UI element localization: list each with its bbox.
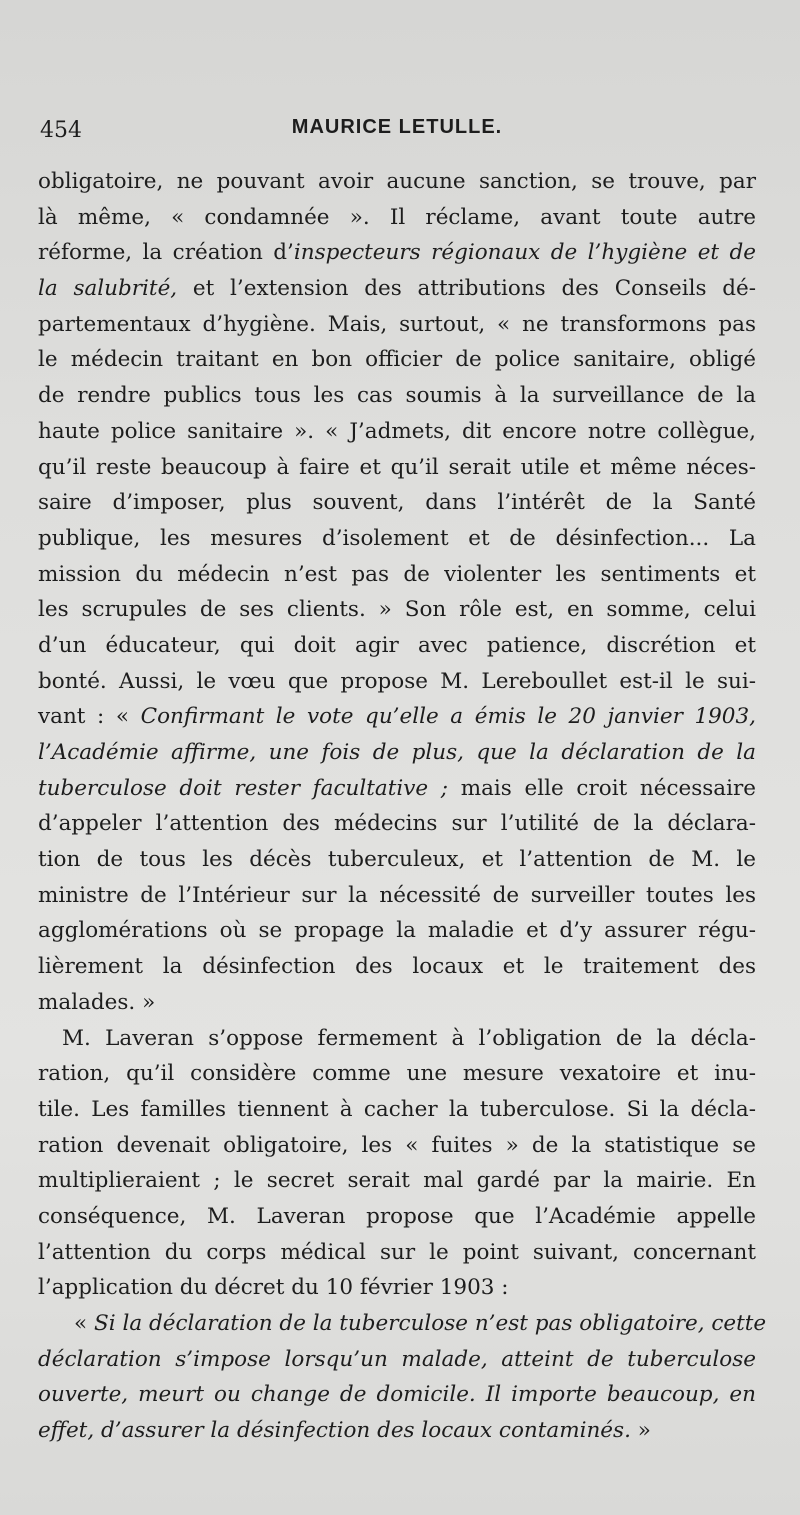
text-line [38,1377,756,1413]
text-run: de rendre publics tous les cas soumis à la surveillance de la [38,383,756,409]
italic-text: Si la déclaration de la tuberculose n’est pas obligatoire, cette [94,1311,767,1336]
text-run: partementaux d’hygiène. Mais, surtout, « ne transformons pas [38,311,756,337]
text-run: tile. Les familles tiennent à cacher la tuberculose. Si la décla- [38,1096,756,1122]
text-line [38,664,756,700]
text-run: le médecin traitant en bon officier de police sanitaire, obligé [38,347,756,373]
text-run: obligatoire, ne pouvant avoir aucune sanction, se trouve, par [38,169,756,194]
text-run: vant : « [38,704,141,730]
page-number: 454 [40,118,82,143]
text-run: d’un éducateur, qui doit agir avec patience, discrétion et [38,632,756,658]
paragraph [38,1306,767,1449]
text-line [38,200,756,236]
text-run: qu’il reste beaucoup à faire et qu’il serait utile et même néces- [38,454,756,480]
text-run: publique, les mesures d’isolement et de désinfection... La [38,525,756,551]
text-line [38,1306,767,1342]
text-line [38,414,756,450]
italic-text: effet, d’assurer la désinfection des locaux contaminés. [38,1418,631,1444]
text-line [38,557,756,593]
text-run: mais elle croit nécessaire [448,775,756,801]
text-line [38,592,756,628]
italic-text: l’Académie affirme, une fois de plus, que la déclaration de la [38,740,756,765]
text-run: réforme, la création d’ [38,240,294,266]
italic-text: inspecteurs régionaux de l’hygiène et de [293,240,756,266]
paragraph [38,164,756,1021]
text-run: ration devenait obligatoire, les « fuites » de la statistique se [38,1132,756,1158]
italic-text: déclaration s’impose lorsqu’un malade, atteint de tuberculose [38,1346,756,1372]
text-run: « [74,1311,94,1336]
text-line [38,1199,756,1235]
text-line [38,878,756,914]
text-line [38,342,756,378]
text-run: lièrement la désinfection des locaux et le traitement des [38,954,756,980]
text-line [38,1235,756,1271]
text-line [38,949,756,985]
text-line [38,307,756,343]
text-run: l’application du décret du 10 février 1903 : [38,1275,509,1301]
text-run: M. Laveran s’oppose fermement à l’obligation de la décla- [62,1025,756,1051]
text-run: les scrupules de ses clients. » Son rôle est, en somme, celui [38,597,756,623]
text-run: tion de tous les décès tuberculeux, et l’attention de M. le [38,847,756,873]
body-text [38,164,767,1449]
text-line [38,1092,756,1128]
text-line [38,699,756,735]
text-run: et l’extension des attributions des Conseils dé- [177,276,757,302]
text-line [38,1128,756,1164]
text-run: l’attention du corps médical sur le point suivant, concernant [38,1239,756,1265]
italic-text: tuberculose doit rester facultative ; [38,775,449,801]
text-line [38,521,756,557]
text-line [38,1270,756,1306]
text-run: conséquence, M. Laveran propose que l’Académie appelle [38,1203,756,1229]
text-line [38,842,756,878]
text-line [38,771,756,807]
text-line [38,485,756,521]
text-line [38,164,756,200]
text-run: » [630,1418,651,1444]
text-run: bonté. Aussi, le vœu que propose M. Lereboullet est-il le sui- [38,668,756,694]
text-line [38,235,756,271]
text-line [38,1056,756,1092]
text-line [38,1342,756,1378]
running-title: MAURICE LETULLE. [291,116,503,138]
text-line [38,806,756,842]
text-line [38,985,756,1021]
text-run: agglomérations où se propage la maladie et d’y assurer régu- [38,918,756,944]
text-run: haute police sanitaire ». « J’admets, dit encore notre collègue, [38,418,756,444]
text-line [38,628,756,664]
text-run: d’appeler l’attention des médecins sur l’utilité de la déclara- [38,811,756,837]
text-line [38,1413,756,1449]
italic-text: ouverte, meurt ou change de domicile. Il importe beaucoup, en [38,1382,756,1408]
text-run: malades. » [38,989,156,1015]
text-run: saire d’imposer, plus souvent, dans l’intérêt de la Santé [38,490,756,516]
text-line [38,1021,756,1057]
running-head [38,112,756,152]
text-run: mission du médecin n’est pas de violenter les sentiments et [38,561,756,587]
text-line [38,378,756,414]
text-line [38,450,756,486]
text-run: ration, qu’il considère comme une mesure vexatoire et inu- [38,1061,756,1087]
text-line [38,735,756,771]
text-line [38,913,756,949]
text-run: là même, « condamnée ». Il réclame, avant toute autre [38,204,756,230]
text-run: multiplieraient ; le secret serait mal gardé par la mairie. En [38,1168,756,1194]
text-run: ministre de l’Intérieur sur la nécessité de surveiller toutes les [38,882,756,908]
paragraph [38,1021,756,1307]
text-line [38,1163,756,1199]
italic-text: Confirmant le vote qu’elle a émis le 20 janvier 1903, [140,704,756,730]
italic-text: la salubrité, [38,276,178,302]
text-line [38,271,756,307]
